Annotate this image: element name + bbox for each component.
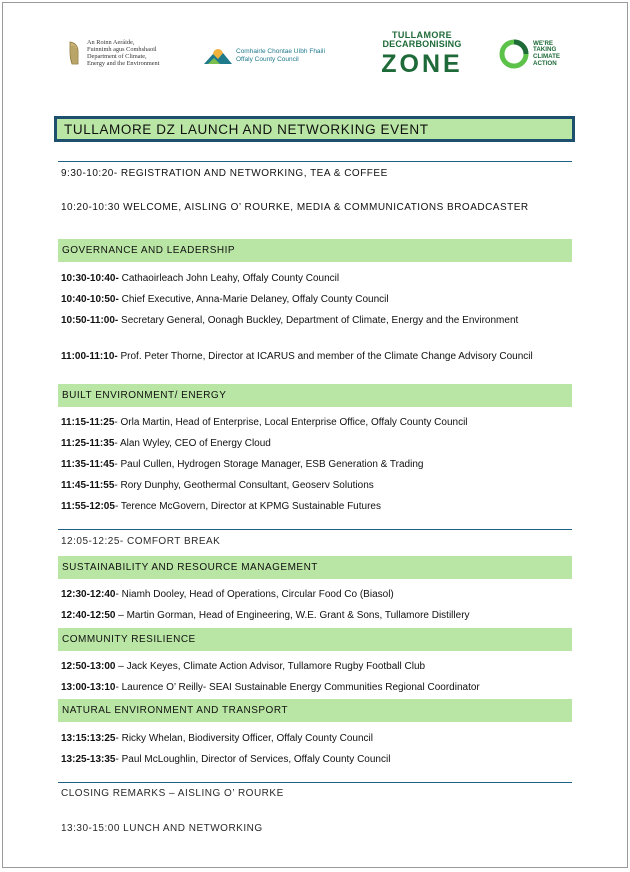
section-sustainability: SUSTAINABILITY AND RESOURCE MANAGEMENT xyxy=(58,556,572,579)
climate-logo-line: TAKING xyxy=(533,46,557,54)
dz-logo-line: DECARBONISING xyxy=(382,39,462,49)
offaly-logo-irish: Comhairle Chontae Uíbh Fhailí xyxy=(236,48,326,55)
agenda-item xyxy=(61,272,561,285)
agenda-time: 11:15-11:25 xyxy=(61,417,115,428)
agenda-item xyxy=(61,416,561,429)
agenda-time: 13:15:13:25 xyxy=(61,733,116,744)
agenda-item xyxy=(61,500,561,513)
gov-logo-line: Fuinnimh agus Comhshaoil xyxy=(87,46,157,53)
agenda-time: 13:25-13:35 xyxy=(61,754,116,765)
climate-logo-line: ACTION xyxy=(533,59,557,67)
agenda-speaker: - Alan Wyley, CEO of Energy Cloud xyxy=(114,438,271,449)
event-programme-page xyxy=(2,2,628,868)
gov-logo-line: An Roinn Aeráide, xyxy=(87,39,135,46)
agenda-time: 12:50-13:00 xyxy=(61,661,116,672)
harp-icon xyxy=(67,40,81,66)
agenda-speaker: - Paul McLoughlin, Director of Services, Offaly County Council xyxy=(115,754,391,765)
offaly-logo xyxy=(204,47,325,65)
dz-logo-zone: ZONE xyxy=(381,50,463,78)
agenda-item xyxy=(61,293,561,306)
agenda-speaker: Secretary General, Oonagh Buckley, Department of Climate, Energy and the Environment xyxy=(118,315,519,326)
agenda-item xyxy=(61,350,561,363)
agenda-item xyxy=(61,660,561,673)
agenda-item xyxy=(61,437,561,450)
section-community-resilience: COMMUNITY RESILIENCE xyxy=(58,628,572,651)
agenda-time: 11:45-11:55 xyxy=(61,480,115,491)
agenda-speaker: - Niamh Dooley, Head of Operations, Circular Food Co (Biasol) xyxy=(115,589,394,600)
agenda-item xyxy=(61,681,561,694)
agenda-item xyxy=(61,458,561,471)
agenda-time: 10:40-10:50- xyxy=(61,294,119,305)
agenda-item xyxy=(61,588,561,601)
agenda-speaker: - Paul Cullen, Hydrogen Storage Manager, ESB Generation & Trading xyxy=(114,459,424,470)
agenda-speaker: – Martin Gorman, Head of Engineering, W.E. Grant & Sons, Tullamore Distillery xyxy=(115,610,470,621)
welcome-line: 10:20-10:30 WELCOME, AISLING O’ ROURKE, MEDIA & COMMUNICATIONS BROADCASTER xyxy=(61,202,529,213)
department-logo xyxy=(67,39,159,67)
ring-icon xyxy=(499,39,529,69)
divider xyxy=(58,782,572,783)
agenda-item xyxy=(61,753,561,766)
decarbonising-zone-logo xyxy=(381,31,463,77)
agenda-speaker: - Laurence O’ Reilly- SEAI Sustainable Energy Communities Regional Coordinator xyxy=(115,682,480,693)
gov-logo-line: Department of Climate, xyxy=(87,53,147,60)
agenda-time: 10:50-11:00- xyxy=(61,315,119,326)
agenda-time: 10:30-10:40- xyxy=(61,273,119,284)
climate-logo-line: WE'RE xyxy=(533,39,554,47)
agenda-time: 11:55-12:05 xyxy=(61,501,115,512)
agenda-item xyxy=(61,479,561,492)
agenda-speaker: - Rory Dunphy, Geothermal Consultant, Geoserv Solutions xyxy=(114,480,374,491)
lunch-line: 13:30-15:00 LUNCH AND NETWORKING xyxy=(61,823,263,834)
section-natural-environment: NATURAL ENVIRONMENT AND TRANSPORT xyxy=(58,699,572,722)
climate-action-logo xyxy=(499,39,560,69)
registration-line: 9:30-10:20- REGISTRATION AND NETWORKING, TEA & COFFEE xyxy=(61,168,388,179)
agenda-time: 12:30-12:40 xyxy=(61,589,116,600)
agenda-speaker: - Orla Martin, Head of Enterprise, Local Enterprise Office, Offaly County Council xyxy=(114,417,468,428)
agenda-time: 12:40-12:50 xyxy=(61,610,116,621)
agenda-time: 11:00-11:10- xyxy=(61,351,118,362)
agenda-item xyxy=(61,609,561,622)
gov-logo-line: Energy and the Environment xyxy=(87,60,160,67)
section-built-environment: BUILT ENVIRONMENT/ ENERGY xyxy=(58,384,572,407)
agenda-speaker: - Terence McGovern, Director at KPMG Sustainable Futures xyxy=(114,501,381,512)
agenda-speaker: Chief Executive, Anna-Marie Delaney, Offaly County Council xyxy=(118,294,389,305)
agenda-time: 13:00-13:10 xyxy=(61,682,116,693)
climate-logo-line: CLIMATE xyxy=(533,53,561,60)
section-governance: GOVERNANCE AND LEADERSHIP xyxy=(58,239,572,262)
divider xyxy=(58,161,572,162)
divider xyxy=(58,529,572,530)
comfort-break-line: 12:05-12:25- COMFORT BREAK xyxy=(61,536,221,547)
closing-remarks-line: CLOSING REMARKS – AISLING O’ ROURKE xyxy=(61,788,284,799)
mountain-sun-icon xyxy=(204,47,232,65)
logo-strip xyxy=(61,31,581,91)
offaly-logo-english: Offaly County Council xyxy=(236,56,299,63)
dz-logo-line: TULLAMORE xyxy=(391,30,453,40)
agenda-time: 11:35-11:45 xyxy=(61,459,115,470)
agenda-time: 11:25-11:35 xyxy=(61,438,115,449)
agenda-speaker: – Jack Keyes, Climate Action Advisor, Tullamore Rugby Football Club xyxy=(115,661,426,672)
agenda-speaker: Cathaoirleach John Leahy, Offaly County Council xyxy=(118,273,340,284)
agenda-item xyxy=(61,314,561,327)
agenda-speaker: Prof. Peter Thorne, Director at ICARUS and member of the Climate Change Advisory Council xyxy=(117,351,533,362)
agenda-speaker: - Ricky Whelan, Biodiversity Officer, Offaly County Council xyxy=(115,733,373,744)
agenda-item xyxy=(61,732,561,745)
event-title: TULLAMORE DZ LAUNCH AND NETWORKING EVENT xyxy=(54,116,575,142)
